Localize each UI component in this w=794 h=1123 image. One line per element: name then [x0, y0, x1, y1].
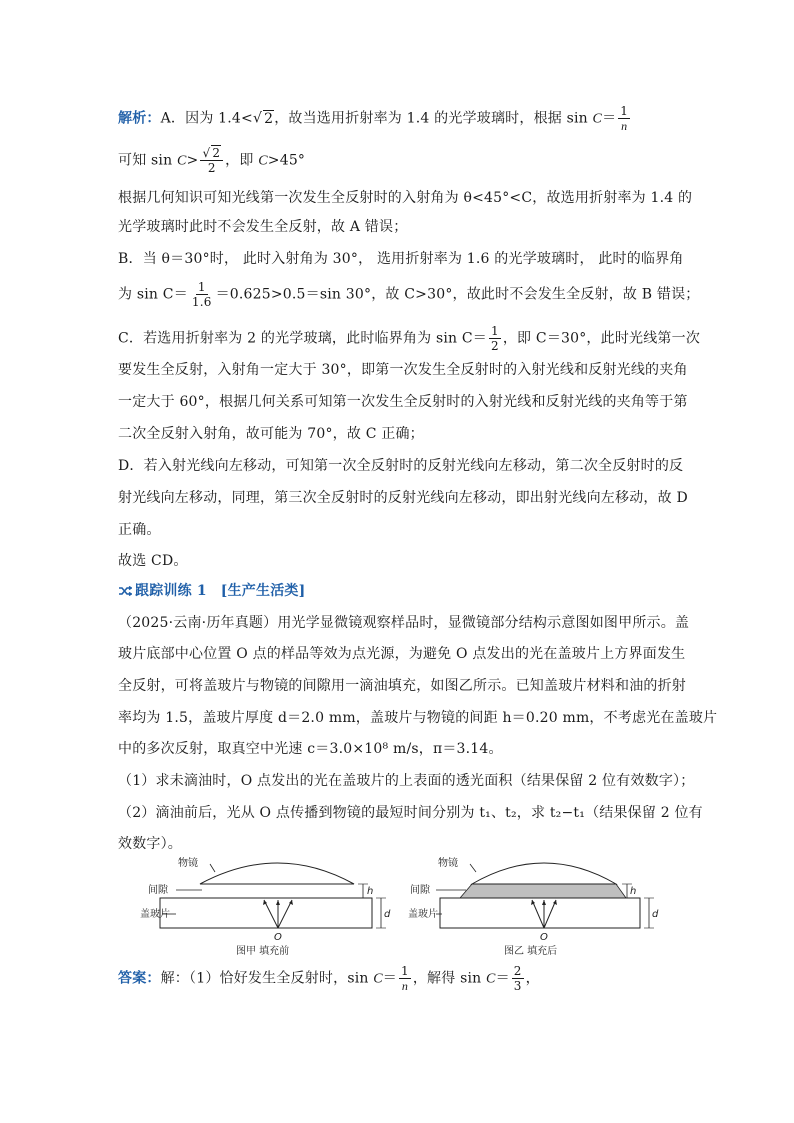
label-h: h [630, 886, 637, 897]
analysis-line-12: 射光线向左移动，同理，第三次全反射时的反射光线向左移动，即出射光线向左移动，故 D [118, 490, 688, 506]
fraction-1-over-2: $\frac{1}{2}$ [491, 324, 499, 353]
label-slide: 盖玻片 [408, 909, 438, 920]
analysis-line-7: C．若选用折射率为 2 的光学玻璃，此时临界角为 sin C＝ $\frac{1}{2}$ ，即 C＝30°，此时光线第一次 [118, 324, 701, 353]
shuffle-icon [118, 586, 132, 596]
label-objective: 物镜 [438, 858, 458, 869]
analysis-line-14: 故选 CD。 [118, 553, 188, 569]
analysis-line-13: 正确。 [118, 522, 161, 538]
training-paragraph-1: （2025·云南·历年真题）用光学显微镜观察样品时，显微镜部分结构示意图如图甲所示。盖 [118, 615, 690, 631]
analysis-line-1: 解析：A．因为 1.4<√ 2，故当选用折射率为 1.4 的光学玻璃时，根据 sin C＝ $\frac{1}{n}$ [118, 104, 629, 133]
label-d: d [652, 909, 659, 920]
analysis-label: 解析： [118, 110, 161, 127]
fraction-1-over-1.6: $\frac{1}{1.6}$ [191, 280, 212, 309]
fraction-1-over-n: $\frac{1}{n}$ [620, 104, 629, 133]
analysis-line-6: 为 sin C＝ $\frac{1}{1.6}$ ＝0.625>0.5＝sin 30°，故 C>30°，故此时不会发生全反射，故 B 错误； [118, 280, 700, 309]
fraction-answer-1-over-n: $\frac{1}{n}$ [401, 964, 409, 993]
label-slide: 盖玻片 [140, 909, 170, 920]
analysis-line-4: 光学玻璃时此时不会发生全反射，故 A 错误； [118, 219, 408, 235]
figure-after-filling [408, 852, 668, 966]
analysis-line-5: B．当 θ＝30°时， 此时入射角为 30°， 选用折射率为 1.6 的光学玻璃时， 此时的临界角 [118, 251, 684, 267]
question-2: （2）滴油前后，光从 O 点传播到物镜的最短时间分别为 t₁、t₂，求 t₂−t₁（结果保留 2 位有 [118, 805, 703, 821]
training-heading [118, 581, 678, 601]
analysis-line-2: 可知 sin C> $\frac{√ 2}{2}$ ，即 C>45° [118, 146, 306, 175]
label-d: d [384, 909, 391, 920]
training-tag: [生产生活类] [220, 583, 306, 599]
answer-label: 答案： [118, 970, 161, 987]
label-objective: 物镜 [178, 858, 198, 869]
analysis-line-8: 要发生全反射，入射角一定大于 30°，即第一次发生全反射时的入射光线和反射光线的夹角 [118, 362, 688, 378]
training-paragraph-5: 中的多次反射，取真空中光速 c＝3.0×10⁸ m/s，π＝3.14。 [118, 741, 503, 757]
question-2-continued: 效数字）。 [118, 836, 182, 852]
label-h: h [367, 886, 374, 897]
caption-figure-b: 图乙 填充后 [504, 946, 558, 957]
figure-before-filling [140, 852, 400, 966]
analysis-line-11: D．若入射光线向左移动，可知第一次全反射时的反射光线向左移动，第二次全反射时的反 [118, 458, 684, 474]
analysis-line-3: 根据几何知识可知光线第一次发生全反射时的入射角为 θ<45°<C，故选用折射率为 1.4 的 [118, 190, 693, 206]
answer-line: 答案：解：（1）恰好发生全反射时，sin C＝ $\frac{1}{n}$ ，解得 sin C＝ $\frac{2}{3}$ ， [118, 964, 540, 993]
label-O: O [274, 932, 282, 943]
fraction-sqrt2-over-2: $\frac{√ 2}{2}$ [200, 146, 223, 175]
analysis-line-9: 一定大于 60°，根据几何关系可知第一次发生全反射时的入射光线和反射光线的夹角等于第 [118, 394, 688, 410]
label-O: O [540, 932, 548, 943]
training-paragraph-2: 玻片底部中心位置 O 点的样品等效为点光源，为避免 O 点发出的光在盖玻片上方界面发生 [118, 646, 686, 662]
analysis-line-10: 二次全反射入射角，故可能为 70°，故 C 正确； [118, 426, 424, 442]
fraction-answer-2-over-3: $\frac{2}{3}$ [513, 964, 522, 993]
caption-figure-a: 图甲 填充前 [236, 946, 290, 957]
question-1: （1）求未滴油时，O 点发出的光在盖玻片的上表面的透光面积（结果保留 2 位有效数字）； [118, 773, 695, 789]
training-title: 跟踪训练 1 [135, 583, 207, 599]
training-paragraph-3: 全反射，可将盖玻片与物镜的间隙用一滴油填充，如图乙所示。已知盖玻片材料和油的折射 [118, 678, 686, 694]
training-paragraph-4: 率均为 1.5，盖玻片厚度 d＝2.0 mm，盖玻片与物镜的间距 h＝0.20 mm，不考虑光在盖玻片 [118, 710, 718, 726]
label-gap: 间隙 [410, 885, 430, 896]
label-gap: 间隙 [148, 885, 168, 896]
